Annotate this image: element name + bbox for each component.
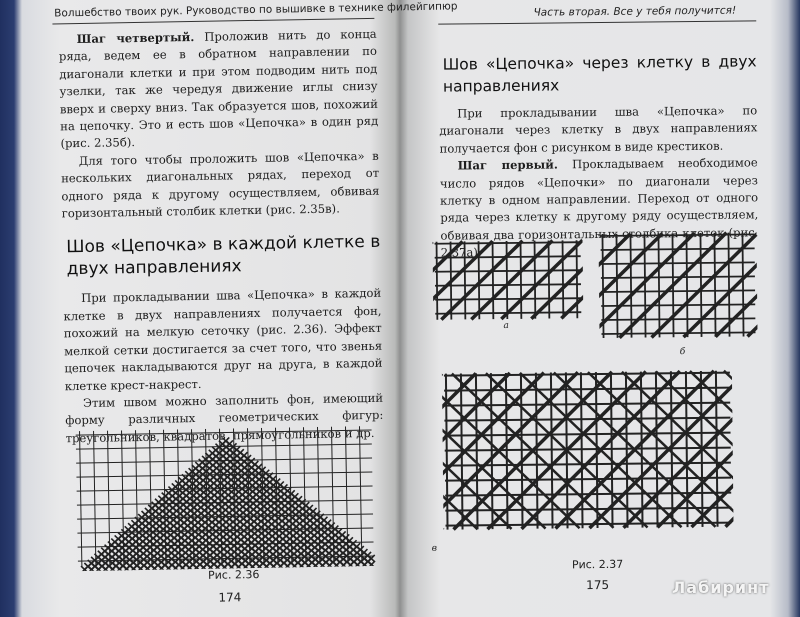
grid-thread bbox=[435, 242, 581, 244]
grid-thread bbox=[444, 418, 730, 421]
subfigure-label-a: а bbox=[503, 320, 509, 332]
subfigure-label-b: б bbox=[679, 347, 686, 358]
chain-stitch bbox=[433, 242, 434, 321]
figure-caption: Рис. 2.37 bbox=[571, 557, 624, 572]
grid-thread bbox=[549, 241, 550, 319]
grid-thread bbox=[507, 241, 508, 319]
grid-thread bbox=[435, 270, 581, 272]
figure-2-37a-grid bbox=[433, 238, 584, 322]
grid-thread bbox=[521, 241, 522, 319]
chain-stitch bbox=[746, 231, 757, 336]
grid-thread bbox=[493, 241, 494, 319]
left-body-text bbox=[59, 26, 384, 448]
grid-thread bbox=[600, 234, 754, 236]
grid-thread bbox=[446, 523, 732, 526]
grid-thread bbox=[601, 304, 755, 306]
grid-thread bbox=[535, 241, 536, 319]
paragraph: Этим швом можно заполнить фон, имеющий форму различных геометрических фигур: треугольников, квадратов, прямоугольников и др. bbox=[65, 390, 384, 446]
header-rule bbox=[438, 20, 756, 24]
step-label: Шаг первый. bbox=[457, 157, 558, 173]
grid-thread bbox=[445, 448, 731, 451]
grid-thread bbox=[465, 241, 466, 319]
grid-thread bbox=[76, 430, 372, 435]
figure-2-37v-grid bbox=[442, 369, 734, 532]
grid-thread bbox=[577, 240, 578, 318]
paragraph: При прокладывании шва «Цепочка» по диагонали через клетку в двух направлениях получается фон с рисунком в виде крестиков. bbox=[439, 103, 758, 156]
header-rule bbox=[52, 18, 374, 25]
paragraph bbox=[59, 26, 379, 153]
grid-thread bbox=[601, 276, 755, 278]
figure-2-37b-grid bbox=[598, 230, 757, 340]
grid-thread bbox=[445, 478, 731, 481]
running-head: Волшебство твоих рук. Руководство по вышивке в технике филейгипюр bbox=[54, 0, 458, 20]
grid-thread bbox=[444, 388, 730, 391]
paragraph: Для того чтобы проложить шов «Цепочка» в нескольких диагональных рядах, переход от одного ряда к другому осуществляем, обвивая горизонтальный столбик клетки (рис. 2.35в). bbox=[61, 148, 380, 221]
page-number: 174 bbox=[218, 590, 242, 605]
grid-thread bbox=[435, 298, 581, 300]
left-page bbox=[22, 0, 458, 617]
paragraph-text: Прокладываем необходимое число рядов «Цепочки» по диагонали через клетку в одном направлении. Переход от одного ряда через клетку к другому ряду осуществляем, обвивая два горизонтальных столбика клеток (рис. 2.37а). bbox=[439, 155, 759, 260]
grid-thread bbox=[563, 240, 564, 318]
grid-thread bbox=[437, 242, 438, 320]
paragraph-text: Проложив нить до конца ряда, ведем ее в обратном направлении по диагонали клетки и при этом подводим нить под узелки, так же чередуя движение иглы снизу вверх и сверху вниз. Так образуется шов, похожий на цепочку. Это и есть шов «Цепочка» в один ряд (рис. 2.35б). bbox=[58, 26, 379, 151]
page-number: 175 bbox=[586, 577, 610, 593]
figure-2-36-triangle-net bbox=[76, 426, 378, 571]
step-label: Шаг четвертый. bbox=[76, 29, 195, 47]
section-heading: Шов «Цепочка» через клетку в двух направлениях bbox=[442, 52, 757, 96]
section-heading: Шов «Цепочка» в каждой клетке в двух направлениях bbox=[66, 232, 381, 280]
grid-thread bbox=[601, 262, 755, 264]
paragraph: При прокладывании шва «Цепочка» в каждой клетке в двух направлениях получается фон, похожий на мелкую сеточку (рис. 2.36). Эффект мелкой сетки достигается за счет того, что звенья цепочек накладываются друг на друга, в каждой клетке крест-накрест. bbox=[63, 286, 383, 393]
right-page bbox=[408, 0, 776, 617]
chain-stitch bbox=[598, 234, 599, 339]
running-head: Часть вторая. Все у тебя получится! bbox=[533, 4, 737, 19]
subfigure-label-v: в bbox=[431, 543, 438, 554]
watermark-logo: Лабиринт bbox=[672, 578, 770, 597]
figure-caption: Рис. 2.36 bbox=[207, 567, 260, 582]
